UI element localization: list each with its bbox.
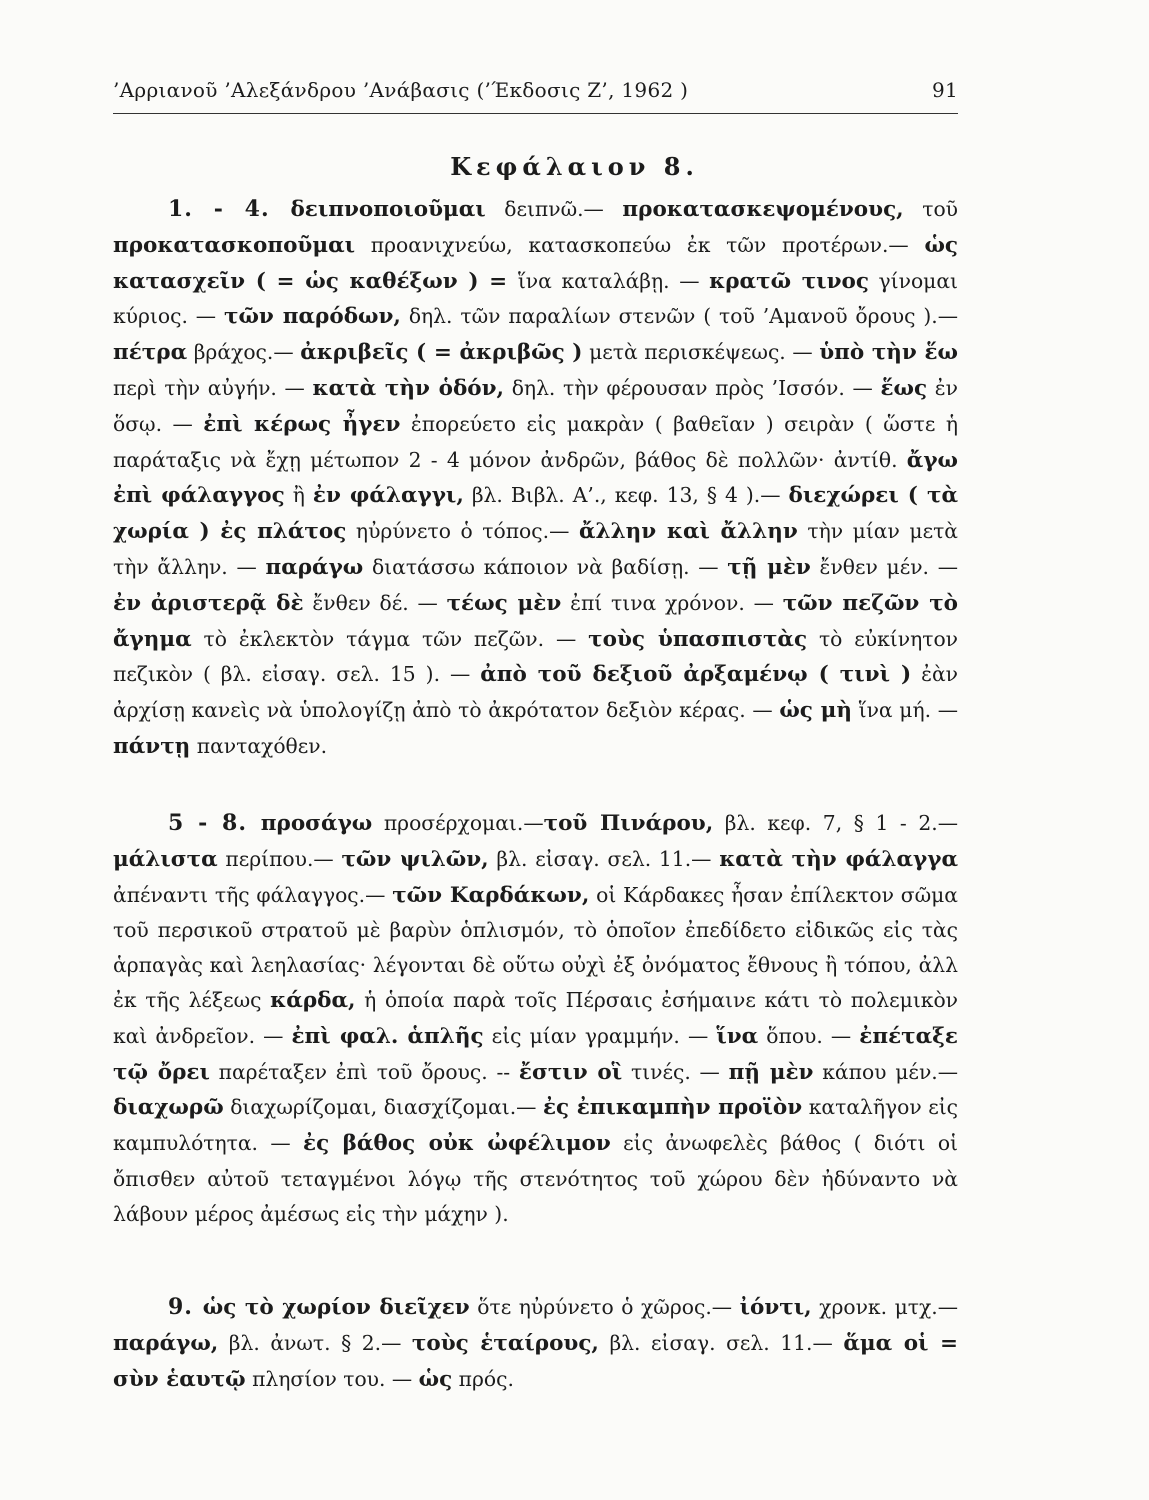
lemma: ὡς τὸ χωρίον διεῖχεν [202,1295,470,1320]
commentary-paragraph [113,806,958,1232]
gloss: ὅτε ηὐρύνετο ὁ χῶρος.— [469,1295,740,1319]
header-rule [113,113,958,114]
gloss: δηλ. τὴν φέρουσαν πρὸς ’Ισσόν. — [504,375,881,400]
lemma: ὑπὸ τὴν ἕω [819,340,958,366]
section-number: 9. [168,1294,203,1320]
gloss: βλ. Βιβλ. Α’., κεφ. 13, § 4 ).— [463,483,789,508]
gloss: τοῦ [903,197,958,221]
lemma: ἄλλην καὶ ἄλλην [578,519,798,545]
lemma: ἐπέταξε τῷ ὄρει [113,1023,958,1085]
lemma: ὡς κατασχεῖν ( = ὡς καθέξων ) = [113,232,958,294]
gloss: εἰς ἀνωφελὲς βάθος ( διότι οἱ ὄπισθεν αὐτοῦ τεταγμένοι λόγῳ τῆς στενότητος τοῦ χώρου δὲν ἠδύναντο νὰ λάβουν μέρος ἀμέσως εἰς τὴν μάχην ). [113,1131,958,1226]
lemma: πάντῃ [113,733,191,759]
gloss: πλησίον του. — [245,1366,419,1391]
page-number: 91 [931,78,958,102]
gloss: βλ. ἀνωτ. § 2.— [218,1330,412,1355]
lemma: ὡς [418,1366,453,1392]
gloss: ἀπέναντι τῆς φάλαγγος.— [113,882,393,907]
gloss: κάπου μέν.— [813,1059,958,1084]
gloss: τινές. — [622,1059,729,1084]
lemma: ἀπὸ τοῦ δεξιοῦ ἀρξαμένῳ ( τινὶ ) [480,662,912,688]
section-number: 1. - 4. [168,196,291,222]
lemma: τέως μὲν [446,590,562,616]
gloss: εἰς μίαν γραμμήν. — [483,1023,717,1048]
lemma: τῇ μὲν [727,554,811,580]
lemma: ἔστιν οἳ [518,1059,623,1085]
lemma: τοῦ Πινάρου, [543,811,714,836]
gloss: μετὰ περισκέψεως. — [582,340,820,365]
lemma: τοὺς ἑταίρους, [411,1330,599,1356]
gloss: διατάσσω κάποιον νὰ βαδίσῃ. — [363,554,728,579]
lemma: προσάγω [260,811,373,836]
gloss: ὅπου. — [758,1023,860,1048]
running-title: ’Αρριανοῦ ’Αλεξάνδρου ’Ανάβασις (’Έκδοσις Ζ’, 1962 ) [113,78,689,102]
gloss: βλ. εἰσαγ. σελ. 11.— [488,846,720,871]
lemma: ἐπὶ κέρως ἦγεν [203,411,401,437]
gloss: ἵνα μή. — [851,698,958,723]
lemma: παράγω, [113,1330,219,1356]
gloss: βλ. κεφ. 7, § 1 - 2.— [713,811,958,835]
gloss: διαχωρίζομαι, διασχίζομαι.— [223,1095,543,1120]
lemma: προκατασκεψομένους, [622,197,904,222]
gloss: ἵνα καταλάβῃ. — [517,268,710,293]
gloss: ἡ ὁποία παρὰ τοῖς Πέρσαις ἐσήμαινε κάτι τὸ πολεμικὸν καὶ ἀνδρεῖον. — [113,987,958,1048]
gloss: χρονκ. μτχ.— [811,1295,959,1319]
gloss: πρός. [452,1366,514,1391]
lemma: ἰόντι, [739,1295,812,1320]
lemma: ἄγω ἐπὶ φάλαγγος [113,447,958,509]
lemma: κάρδα, [270,987,356,1013]
lemma: τῶν πεζῶν τὸ ἄγημα [113,590,958,652]
gloss: τὸ εὐκίνητον πεζικὸν ( βλ. εἰσαγ. σελ. 15 ). — [113,626,958,687]
gloss: ἔνθεν μέν. — [810,554,958,579]
gloss: ἢ [284,483,313,508]
lemma: ἐπὶ φαλ. ἁπλῆς [291,1023,484,1049]
gloss: βλ. εἰσαγ. σελ. 11.— [598,1330,844,1355]
gloss: δηλ. τῶν παραλίων στενῶν ( τοῦ ’Αμανοῦ ὄρους ).— [400,304,959,329]
gloss: περὶ τὴν αὐγήν. — [113,375,313,400]
lemma: κρατῶ τινος [709,268,869,294]
lemma: διεχώρει ( τὰ χωρία ) ἐς πλάτος [113,483,959,545]
gloss: ἐν ὅσῳ. — [113,375,958,436]
lemma: πέτρα [113,340,188,366]
lemma: ἐν φάλαγγι, [312,483,464,509]
lemma: ἵνα [716,1023,759,1049]
gloss: βράχος.— [187,340,301,365]
running-header [113,78,958,102]
gloss: καταλῆγον εἰς καμπυλότητα. — [113,1095,959,1156]
lemma: προκατασκοποῦμαι [113,232,356,258]
gloss: προσέρχομαι.— [372,811,544,835]
gloss: τὴν μίαν μετὰ τὴν ἄλλην. — [113,519,958,579]
gloss: προανιχνεύω, κατασκοπεύω ἐκ τῶν προτέρων.— [355,232,925,257]
lemma: δειπνοποιοῦμαι [290,197,486,222]
lemma: κατὰ τὴν φάλαγγα [719,846,958,872]
lemma: διαχωρῶ [113,1095,224,1121]
lemma: πῇ μὲν [728,1059,814,1085]
chapter-title: Κεφάλαιον 8. [450,152,699,181]
gloss: ἐπορεύετο εἰς μακρὰν ( βαθεῖαν ) σειρὰν ( ὥστε ἡ παράταξις νὰ ἔχῃ μέτωπον 2 - 4 μόνον ἀνδρῶν, βάθος δὲ πολλῶν· ἀντίθ. [113,411,958,472]
gloss: δειπνῶ.— [485,197,623,221]
lemma: τῶν ψιλῶν, [341,846,489,872]
commentary-paragraph [113,192,958,765]
lemma: ὡς μὴ [779,698,852,724]
section-number: 5 - 8. [168,810,261,836]
lemma: τῶν Καρδάκων, [392,882,590,908]
lemma: τοὺς ὑπασπιστὰς [588,626,808,652]
lemma: ἐν ἀριστερᾷ δὲ [113,590,304,616]
commentary-paragraph [113,1290,958,1397]
gloss: περίπου.— [217,846,342,871]
lemma: ἕως [880,375,928,401]
lemma: κατὰ τὴν ὁδόν, [312,375,505,401]
gloss: οἱ Κάρδακες ἦσαν ἐπίλεκτον σῶμα τοῦ περσικοῦ στρατοῦ μὲ βαρὺν ὁπλισμόν, τὸ ὁποῖον ἐπεδίδετο εἰδικῶς εἰς τὰς ἁρπαγὰς καὶ λεηλασίας· λέγονται δὲ οὕτω οὐχὶ ἐξ ὀνόματος ἔθνους ἢ τόπου, ἀλλ ἐκ τῆς λέξεως [113,882,958,1012]
lemma: παράγω [265,554,364,580]
gloss: τὸ ἐκλεκτὸν τάγμα τῶν πεζῶν. — [191,626,589,651]
lemma: ἐς βάθος οὐκ ὠφέλιμον [303,1131,611,1157]
gloss: παρέταξεν ἐπὶ τοῦ ὄρους. -- [209,1059,519,1084]
gloss: ηὐρύνετο ὁ τόπος.— [346,519,579,544]
lemma: ἐς ἐπικαμπὴν προϊὸν [542,1095,803,1121]
gloss: γίνομαι κύριος. — [113,268,958,329]
gloss: ἔνθεν δέ. — [303,590,447,615]
gloss: πανταχόθεν. [190,733,328,758]
gloss: ἐπί τινα χρόνον. — [561,590,783,615]
lemma: μάλιστα [113,846,218,872]
lemma: ἀκριβεῖς ( = ἀκριβῶς ) [300,340,583,366]
lemma: ἅμα οἱ = σὺν ἑαυτῷ [113,1330,959,1392]
lemma: τῶν παρόδων, [223,304,401,330]
gloss: ἐὰν ἀρχίσῃ κανεὶς νὰ ὑπολογίζῃ ἀπὸ τὸ ἀκρότατον δεξιὸν κέρας. — [113,662,958,723]
